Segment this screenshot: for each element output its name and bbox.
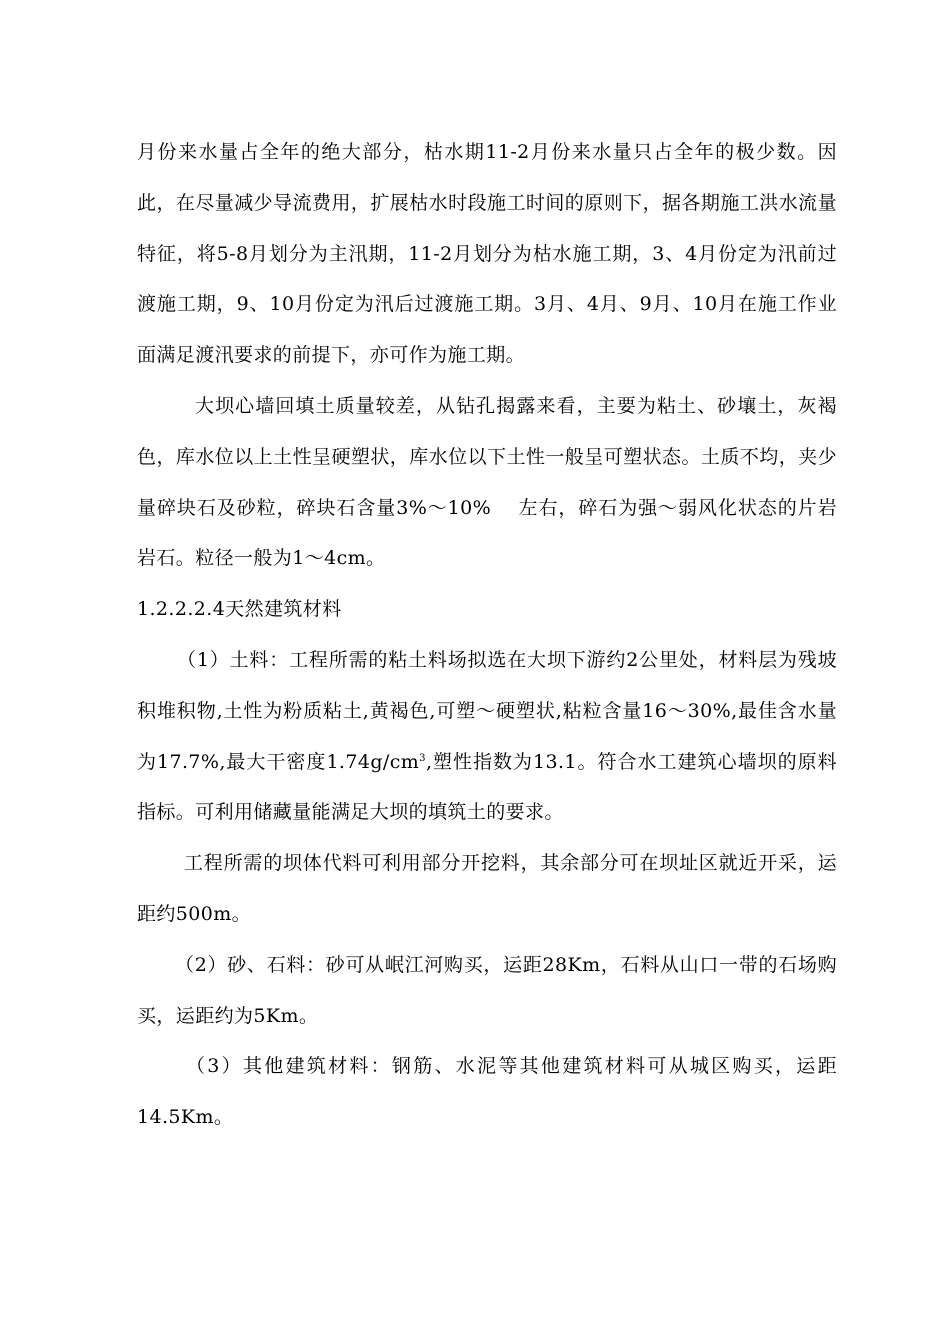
paragraph-soil-material [137, 635, 837, 838]
paragraph-dam-core-wall: 大坝心墙回填土质量较差，从钻孔揭露来看，主要为粘土、砂壤土，灰褐色，库水位以上土性呈硬塑状，库水位以下土性一般呈可塑状态。土质不均，夹少量碎块石及砂粒，碎块石含量3%～10% 左右，碎石为强～弱风化状态的片岩岩石。粒径一般为1～4cm。 [137, 394, 837, 570]
section-heading: 1.2.2.2.4天然建筑材料 [137, 598, 342, 621]
soil-text-part-1: （1）土料：工程所需的粘土料场拟选在大坝下游约2公里处，材料层为残坡积堆积物,土性为粉质粘土,黄褐色,可塑～硬塑状,粘粒含量16～30%,最佳含水量为17.7%,最大干密度1.74g/cm [137, 648, 837, 773]
paragraph-other-materials: （3）其他建筑材料：钢筋、水泥等其他建筑材料可从城区购买，运距14.5Km。 [137, 1055, 837, 1129]
soil-text-part-2: ,塑性指数为13.1。符合水工建筑心墙坝的原料指标。可利用储藏量能满足大坝的填筑土的要求。 [137, 750, 837, 824]
superscript-cubic: 3 [419, 752, 426, 764]
paragraph-sand-stone: （2）砂、石料：砂可从岷江河购买，运距28Km，石料从山口一带的石场购买，运距约为5Km。 [137, 953, 837, 1027]
document-body [137, 127, 837, 1143]
paragraph-dam-fill-material: 工程所需的坝体代料可利用部分开挖料，其余部分可在坝址区就近开采，运距约500m。 [137, 852, 837, 925]
paragraph-flood-season: 月份来水量占全年的绝大部分，枯水期11-2月份来水量只占全年的极少数。因此，在尽量减少导流费用，扩展枯水时段施工时间的原则下，据各期施工洪水流量特征，将5-8月划分为主汛期，11-2月划分为枯水施工期，3、4月份定为汛前过渡施工期，9、10月份定为汛后过渡施工期。3月、4月、9月、10月在施工作业面满足渡汛要求的前提下，亦可作为施工期。 [137, 141, 837, 367]
